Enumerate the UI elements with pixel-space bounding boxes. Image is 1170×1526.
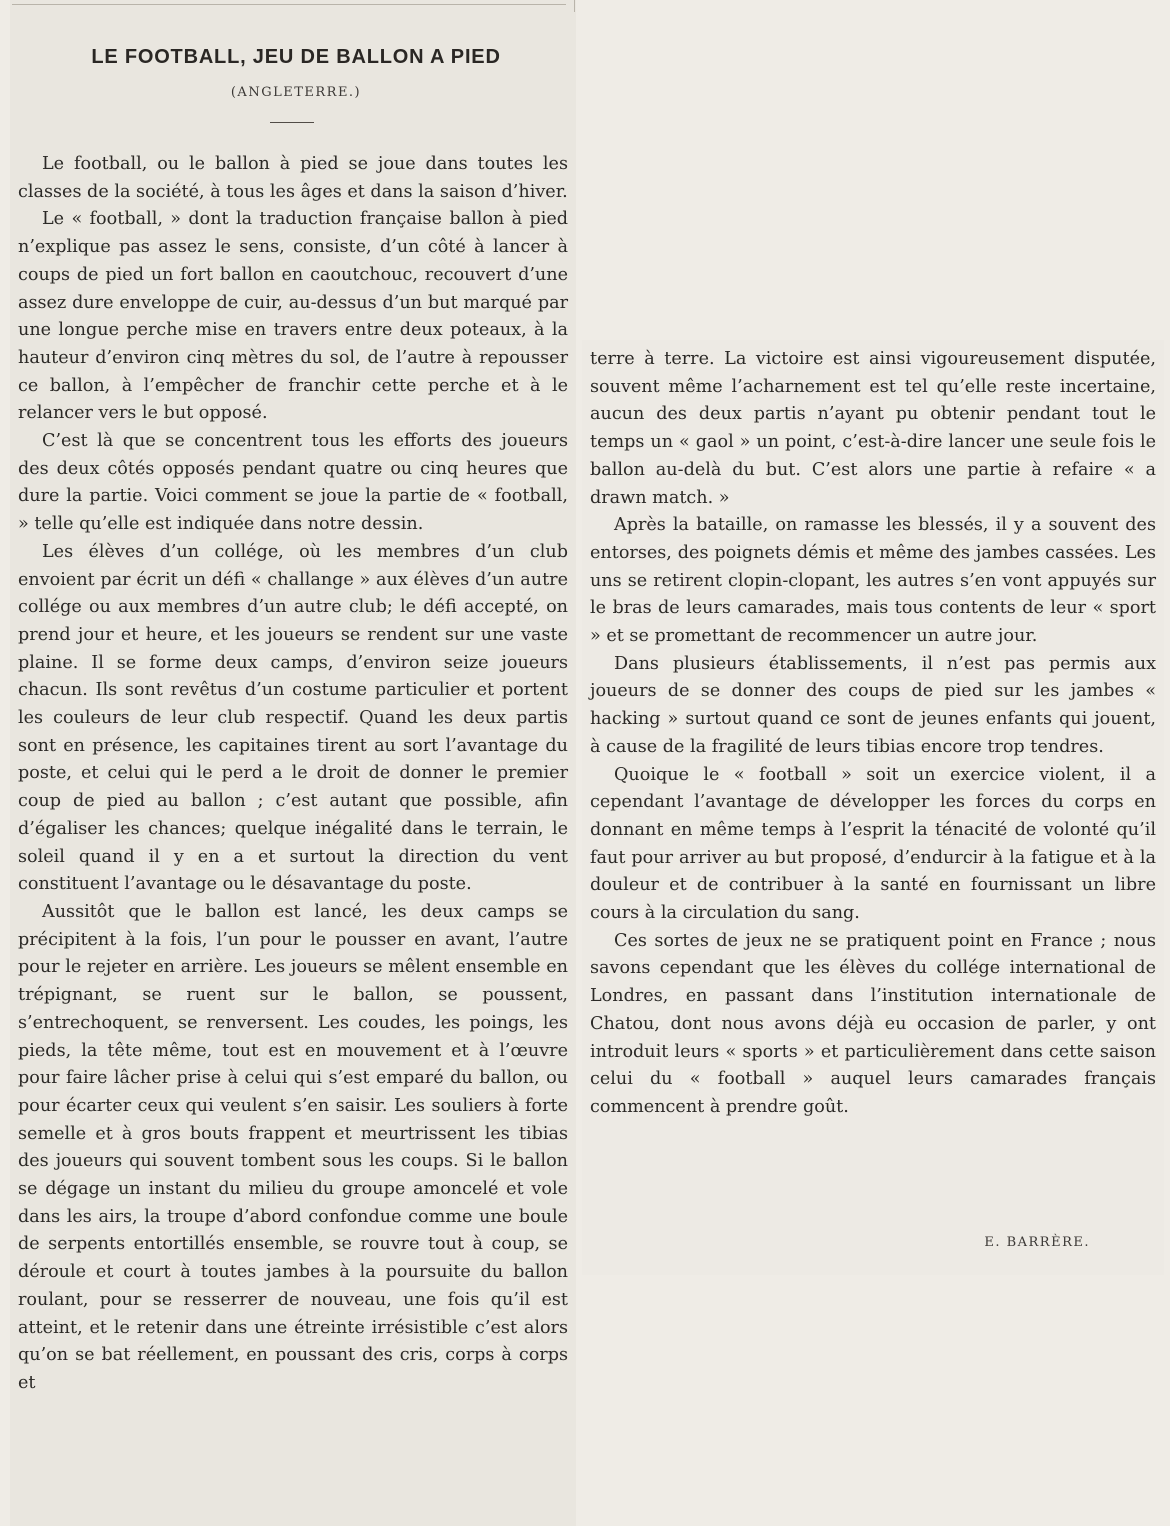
author-signature: E. BARRÈRE. <box>984 1235 1090 1250</box>
paragraph: C’est là que se concentrent tous les efforts des joueurs des deux côtés opposés pendant quatre ou cinq heures que dure la partie. Voici comment se joue la partie de « football, » telle qu’elle est indiquée dans notre dessin. <box>18 431 568 535</box>
article-subtitle: (ANGLETERRE.) <box>230 85 362 100</box>
paragraph: Quoique le « football » soit un exercice violent, il a cependant l’avantage de développer les forces du corps en donnant en même temps à l’esprit la ténacité de volonté qu’il faut pour arriver au but proposé, d’endurcir à la fatigue et à la douleur et de contribuer à la santé en fournissant un libre cours à la circulation du sang. <box>590 764 1156 924</box>
title-divider <box>270 122 314 123</box>
article-title: LE FOOTBALL, JEU DE BALLON A PIED <box>91 46 501 68</box>
column-rule <box>574 0 575 12</box>
paragraph: Le « football, » dont la traduction française ballon à pied n’explique pas assez le sens, consiste, d’un côté à lancer à coups de pied un fort ballon en caoutchouc, recouvert d’une assez dure enveloppe de cuir, au-dessus d’un but marqué par une longue perche mise en travers entre deux poteaux, à la hauteur d’environ cinq mètres du sol, de l’autre à repousser ce ballon, à l’empêcher de franchir cette perche et à le relancer vers le but opposé. <box>18 209 568 424</box>
paragraph: Les élèves d’un collége, où les membres d’un club envoient par écrit un défi « challange » aux élèves d’un autre collége ou aux membres d’un autre club; le défi accepté, on prend jour et heure, et les joueurs se rendent sur une vaste plaine. Il se forme deux camps, d’environ seize joueurs chacun. Ils sont revêtus d’un costume particulier et portent les couleurs de leur club respectif. Quand les deux partis sont en présence, les capitaines tirent au sort l’avantage du poste, et celui qui le perd a le droit de donner le premier coup de pied au ballon ; c’est autant que possible, afin d’égaliser les chances; quelque inégalité dans le terrain, le soleil quand il y en a et surtout la direction du vent constituent l’avantage ou le désavantage du poste. <box>18 541 568 895</box>
paragraph: Ces sortes de jeux ne se pratiquent point en France ; nous savons cependant que les élèves du collége international de Londres, en passant dans l’institution internationale de Chatou, dont nous avons déjà eu occasion de parler, y ont introduit leurs « sports » et particulièrement dans cette saison celui du « football » auquel leurs camarades français commencent à prendre goût. <box>590 930 1156 1117</box>
paragraph-continuation: terre à terre. La victoire est ainsi vigoureusement disputée, souvent même l’acharnement est tel qu’elle reste incertaine, aucun des deux partis n’ayant pu obtenir pendant tout le temps un « gaol » un point, c’est-à-dire lancer une seule fois le ballon au-delà du but. C’est alors une partie à refaire « a drawn match. » <box>590 349 1156 508</box>
left-column-text <box>18 151 568 1398</box>
top-rule <box>12 4 566 5</box>
right-column-text <box>590 346 1156 1122</box>
paragraph: Aussitôt que le ballon est lancé, les deux camps se précipitent à la fois, l’un pour le pousser en avant, l’autre pour le rejeter en arrière. Les joueurs se mêlent ensemble en trépignant, se ruent sur le ballon, se poussent, s’entrechoquent, se renversent. Les coudes, les poings, les pieds, la tête même, tout est en mouvement et à l’œuvre pour faire lâcher prise à celui qui s’est emparé du ballon, ou pour écarter ceux qui veulent s’en saisir. Les souliers à forte semelle et à gros bouts frappent et meurtrissent les tibias des joueurs qui souvent tombent sous les coups. Si le ballon se dégage un instant du milieu du groupe amoncelé et vole dans les airs, la troupe d’abord confondue comme une boule de serpents entortillés ensemble, se rouvre tout à coup, se déroule et court à toutes jambes à la poursuite du ballon roulant, pour se resserrer de nouveau, une fois qu’il est atteint, et le retenir dans une étreinte irrésistible c’est alors qu’on se bat réellement, en poussant des cris, corps à corps et <box>18 901 568 1393</box>
paragraph: Le football, ou le ballon à pied se joue dans toutes les classes de la société, à tous les âges et dans la saison d’hiver. <box>18 154 568 202</box>
paragraph: Dans plusieurs établissements, il n’est pas permis aux joueurs de se donner des coups de pied sur les jambes « hacking » surtout quand ce sont de jeunes enfants qui jouent, à cause de la fragilité de leurs tibias encore trop tendres. <box>590 653 1156 757</box>
paragraph: Après la bataille, on ramasse les blessés, il y a souvent des entorses, des poignets démis et même des jambes cassées. Les uns se retirent clopin-clopant, les autres s’en vont appuyés sur le bras de leurs camarades, mais tous contents de leur « sport » et se promettant de recommencer un autre jour. <box>590 515 1156 647</box>
